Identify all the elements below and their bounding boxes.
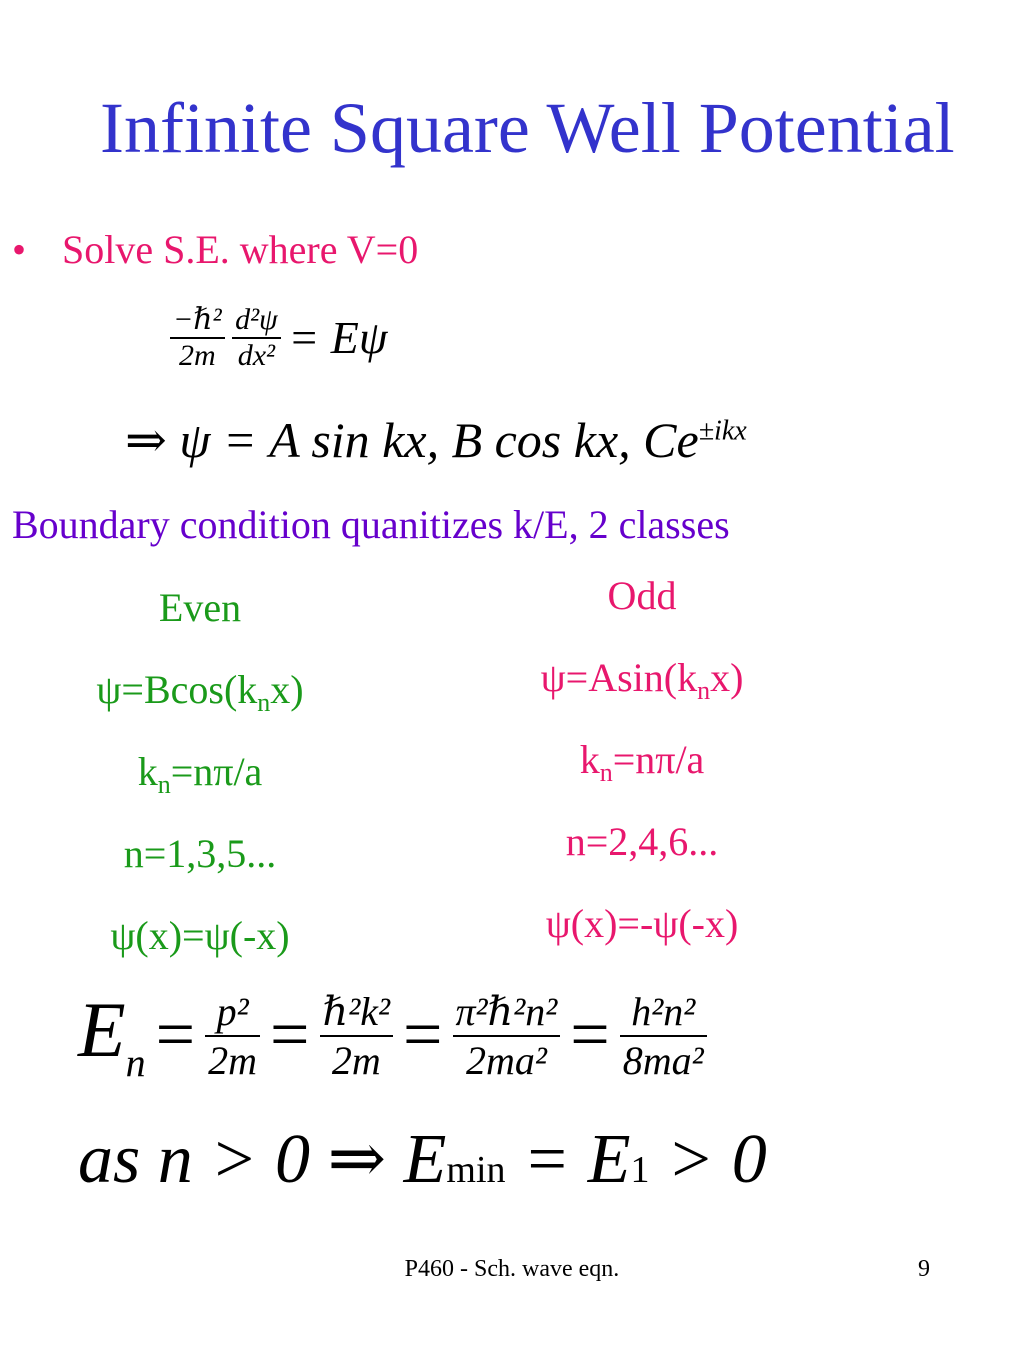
fraction-2-numerator: ℏ²k² bbox=[322, 988, 391, 1034]
even-parity: ψ(x)=ψ(-x) bbox=[110, 913, 290, 958]
derivative-numerator: d²ψ bbox=[235, 302, 278, 336]
even-wave-subscript: n bbox=[257, 688, 271, 717]
fraction-2-denominator: 2m bbox=[320, 1035, 394, 1084]
general-solution bbox=[125, 412, 747, 468]
odd-heading: Odd bbox=[607, 573, 677, 618]
even-wave-part1: ψ=Bcos(k bbox=[96, 667, 258, 712]
equals-1: = bbox=[155, 996, 196, 1074]
solution-exponent: ±ikx bbox=[698, 415, 747, 447]
even-k-value: =nπ/a bbox=[170, 749, 263, 794]
energy-subscript: n bbox=[125, 1040, 146, 1085]
even-k-relation bbox=[137, 749, 263, 799]
derivative-fraction bbox=[232, 303, 281, 373]
footer-course: P460 - Sch. wave eqn. bbox=[404, 1256, 620, 1282]
even-wavefunction bbox=[96, 667, 304, 717]
odd-n-values: n=2,4,6... bbox=[565, 819, 719, 864]
fraction-3-numerator: π²ℏ²n² bbox=[455, 988, 558, 1034]
energy-equation bbox=[78, 985, 707, 1086]
odd-k-subscript: n bbox=[599, 758, 613, 787]
hbar-fraction bbox=[170, 302, 225, 373]
fraction-4-denominator: 8ma² bbox=[620, 1035, 707, 1084]
odd-wave-subscript: n bbox=[697, 676, 711, 705]
derivative-denominator: dx² bbox=[232, 337, 281, 373]
bullet-text: Solve S.E. where V=0 bbox=[62, 227, 419, 272]
energy-letter: E bbox=[78, 986, 126, 1073]
hbar-numerator: −ℏ² bbox=[173, 303, 222, 336]
even-wave-part2: x) bbox=[270, 667, 304, 712]
boundary-statement: Boundary condition quanitizes k/E, 2 classes bbox=[12, 502, 730, 547]
bullet-item bbox=[12, 227, 419, 272]
emin-subscript-min: min bbox=[446, 1149, 506, 1191]
slide-title: Infinite Square Well Potential bbox=[100, 88, 955, 168]
emin-part2: = E bbox=[505, 1121, 631, 1198]
energy-fraction-4 bbox=[620, 988, 707, 1084]
even-k-symbol: k bbox=[137, 749, 158, 794]
equation-rhs: = Eψ bbox=[288, 312, 388, 363]
even-n-values: n=1,3,5... bbox=[123, 831, 277, 876]
equals-3: = bbox=[403, 996, 443, 1074]
fraction-1-denominator: 2m bbox=[205, 1035, 260, 1084]
even-heading: Even bbox=[158, 585, 242, 630]
energy-fraction-3 bbox=[453, 988, 561, 1084]
page-number: 9 bbox=[918, 1256, 930, 1282]
equals-4: = bbox=[570, 996, 610, 1074]
even-k-subscript: n bbox=[157, 770, 171, 799]
odd-wave-part2: x) bbox=[710, 655, 744, 700]
energy-fraction-2 bbox=[320, 988, 394, 1084]
fraction-4-numerator: h²n² bbox=[631, 988, 696, 1034]
emin-part1: as n > 0 ⇒ E bbox=[78, 1121, 447, 1198]
schrodinger-equation bbox=[170, 302, 387, 373]
fraction-3-denominator: 2ma² bbox=[453, 1035, 561, 1084]
odd-wavefunction bbox=[540, 655, 744, 705]
equals-2: = bbox=[270, 996, 310, 1074]
odd-wave-part1: ψ=Asin(k bbox=[540, 655, 698, 700]
solution-text: ⇒ ψ = A sin kx, B cos kx, Ce bbox=[125, 412, 699, 468]
odd-k-value: =nπ/a bbox=[612, 737, 705, 782]
energy-fraction-1 bbox=[205, 988, 260, 1084]
fraction-1-numerator: p² bbox=[216, 988, 249, 1034]
minimum-energy-statement bbox=[78, 1121, 767, 1198]
bullet-dot: • bbox=[12, 227, 27, 272]
hbar-denominator: 2m bbox=[170, 337, 225, 373]
odd-k-relation bbox=[579, 737, 705, 787]
energy-symbol bbox=[78, 986, 146, 1085]
odd-parity: ψ(x)=-ψ(-x) bbox=[545, 901, 739, 946]
emin-part3: > 0 bbox=[649, 1121, 767, 1198]
emin-subscript-1: 1 bbox=[630, 1149, 650, 1191]
odd-k-symbol: k bbox=[579, 737, 600, 782]
